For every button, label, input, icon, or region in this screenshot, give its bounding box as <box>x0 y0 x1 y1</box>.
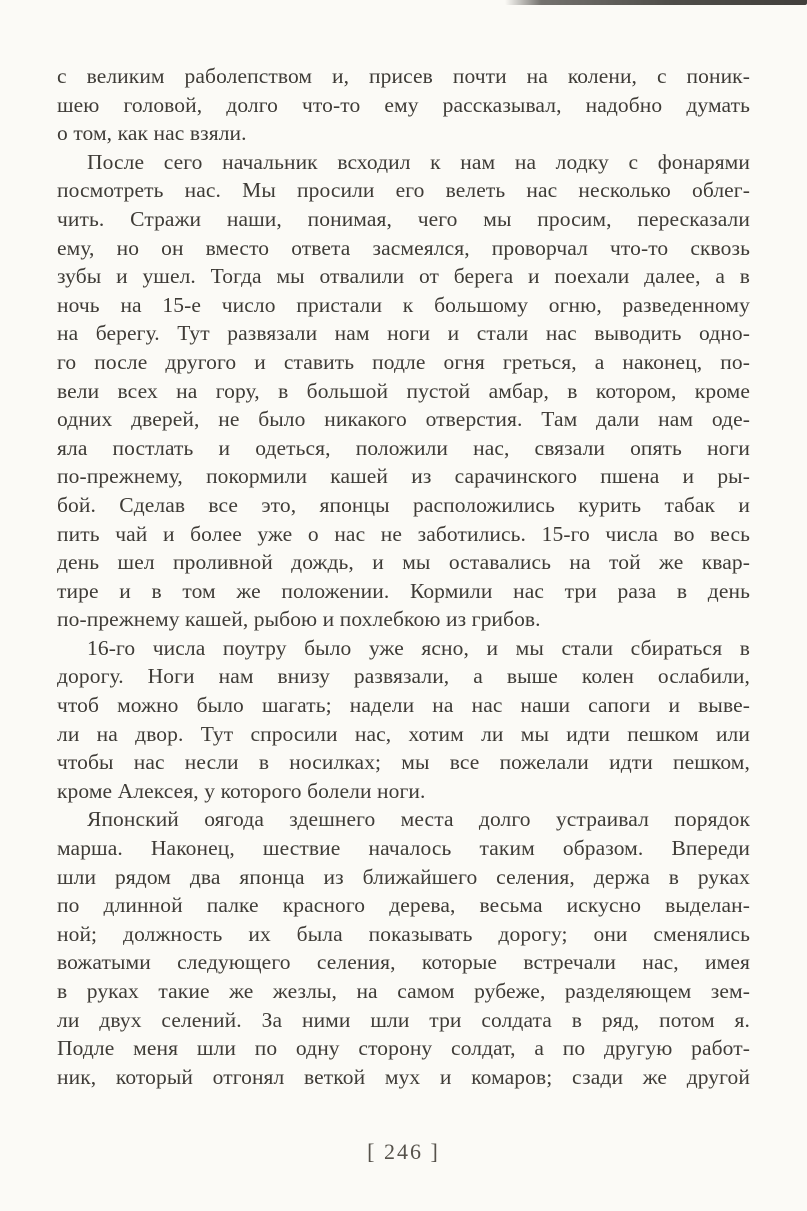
text-line: день шел проливной дождь, и мы оставались на той же квар- <box>57 550 750 575</box>
paragraph <box>57 148 750 634</box>
text-line: с великим раболепством и, присев почти на колени, с поник- <box>57 64 750 88</box>
text-line: по длинной палке красного дерева, весьма искусно выделан- <box>57 893 750 918</box>
text-line: чить. Стражи наши, понимая, чего мы просим, пересказали <box>57 206 750 231</box>
page-number: [ 246 ] <box>367 1139 440 1164</box>
text-line: шею головой, долго что-то ему рассказывал, надобно думать <box>57 92 750 117</box>
text-line: чтоб можно было шагать; надели на нас наши сапоги и выве- <box>57 693 750 718</box>
text-line: ли на двор. Тут спросили нас, хотим ли мы идти пешком или <box>57 721 750 746</box>
text-line: пить чай и более уже о нас не заботились. 15-го числа во весь <box>57 521 750 546</box>
text-line: ник, который отгонял веткой мух и комаров; сзади же другой <box>57 1064 750 1089</box>
text-line: тире и в том же положении. Кормили нас три раза в день <box>57 578 750 603</box>
text-line: по-прежнему кашей, рыбою и похлебкою из грибов. <box>57 607 541 632</box>
text-line: вели всех на гору, в большой пустой амбар, в котором, кроме <box>57 378 750 403</box>
text-line: посмотреть нас. Мы просили его велеть нас несколько облег- <box>57 178 750 203</box>
text-line: на берегу. Тут развязали нам ноги и стали нас выводить одно- <box>57 321 750 346</box>
text-line: ему, но он вместо ответа засмеялся, проворчал что-то сквозь <box>57 235 750 260</box>
text-line: Японский оягода здешнего места долго устраивал порядок <box>87 807 750 832</box>
text-line: о том, как нас взяли. <box>57 121 247 146</box>
text-line: После сего начальник всходил к нам на лодку с фонарями <box>87 149 750 174</box>
text-line: ночь на 15-е число пристали к большому огню, разведенному <box>57 292 750 317</box>
text-line: кроме Алексея, у которого болели ноги. <box>57 778 426 803</box>
text-line: ной; должность их была показывать дорогу; они сменялись <box>57 921 750 946</box>
text-line: 16-го числа поутру было уже ясно, и мы стали сбираться в <box>87 635 750 660</box>
text-line: шли рядом два японца из ближайшего селения, держа в руках <box>57 864 750 889</box>
scan-artifact <box>505 0 807 5</box>
text-line: марша. Наконец, шествие началось таким образом. Впереди <box>57 836 750 861</box>
paragraph <box>57 805 750 1091</box>
text-line: чтобы нас несли в носилках; мы все пожелали идти пешком, <box>57 750 750 775</box>
text-line: Подле меня шли по одну сторону солдат, а по другую работ- <box>57 1036 750 1061</box>
page-footer <box>0 1139 807 1165</box>
text-line: го после другого и ставить подле огня греться, а наконец, по- <box>57 349 750 374</box>
text-line: бой. Сделав все это, японцы расположились курить табак и <box>57 492 750 517</box>
text-line: по-прежнему, покормили кашей из сарачинского пшена и ры- <box>57 464 750 489</box>
text-line: ли двух селений. За ними шли три солдата в ряд, потом я. <box>57 1007 750 1032</box>
text-block <box>57 62 750 1091</box>
text-line: одних дверей, не было никакого отверстия. Там дали нам оде- <box>57 407 750 432</box>
text-line: яла постлать и одеться, положили нас, связали опять ноги <box>57 435 750 460</box>
text-line: зубы и ушел. Тогда мы отвалили от берега и поехали далее, а в <box>57 264 750 289</box>
paragraph <box>57 634 750 806</box>
text-line: вожатыми следующего селения, которые встречали нас, имея <box>57 950 750 975</box>
paragraph <box>57 62 750 148</box>
text-line: в руках такие же жезлы, на самом рубеже, разделяющем зем- <box>57 979 750 1003</box>
text-line: дорогу. Ноги нам внизу развязали, а выше колен ослабили, <box>57 664 750 689</box>
